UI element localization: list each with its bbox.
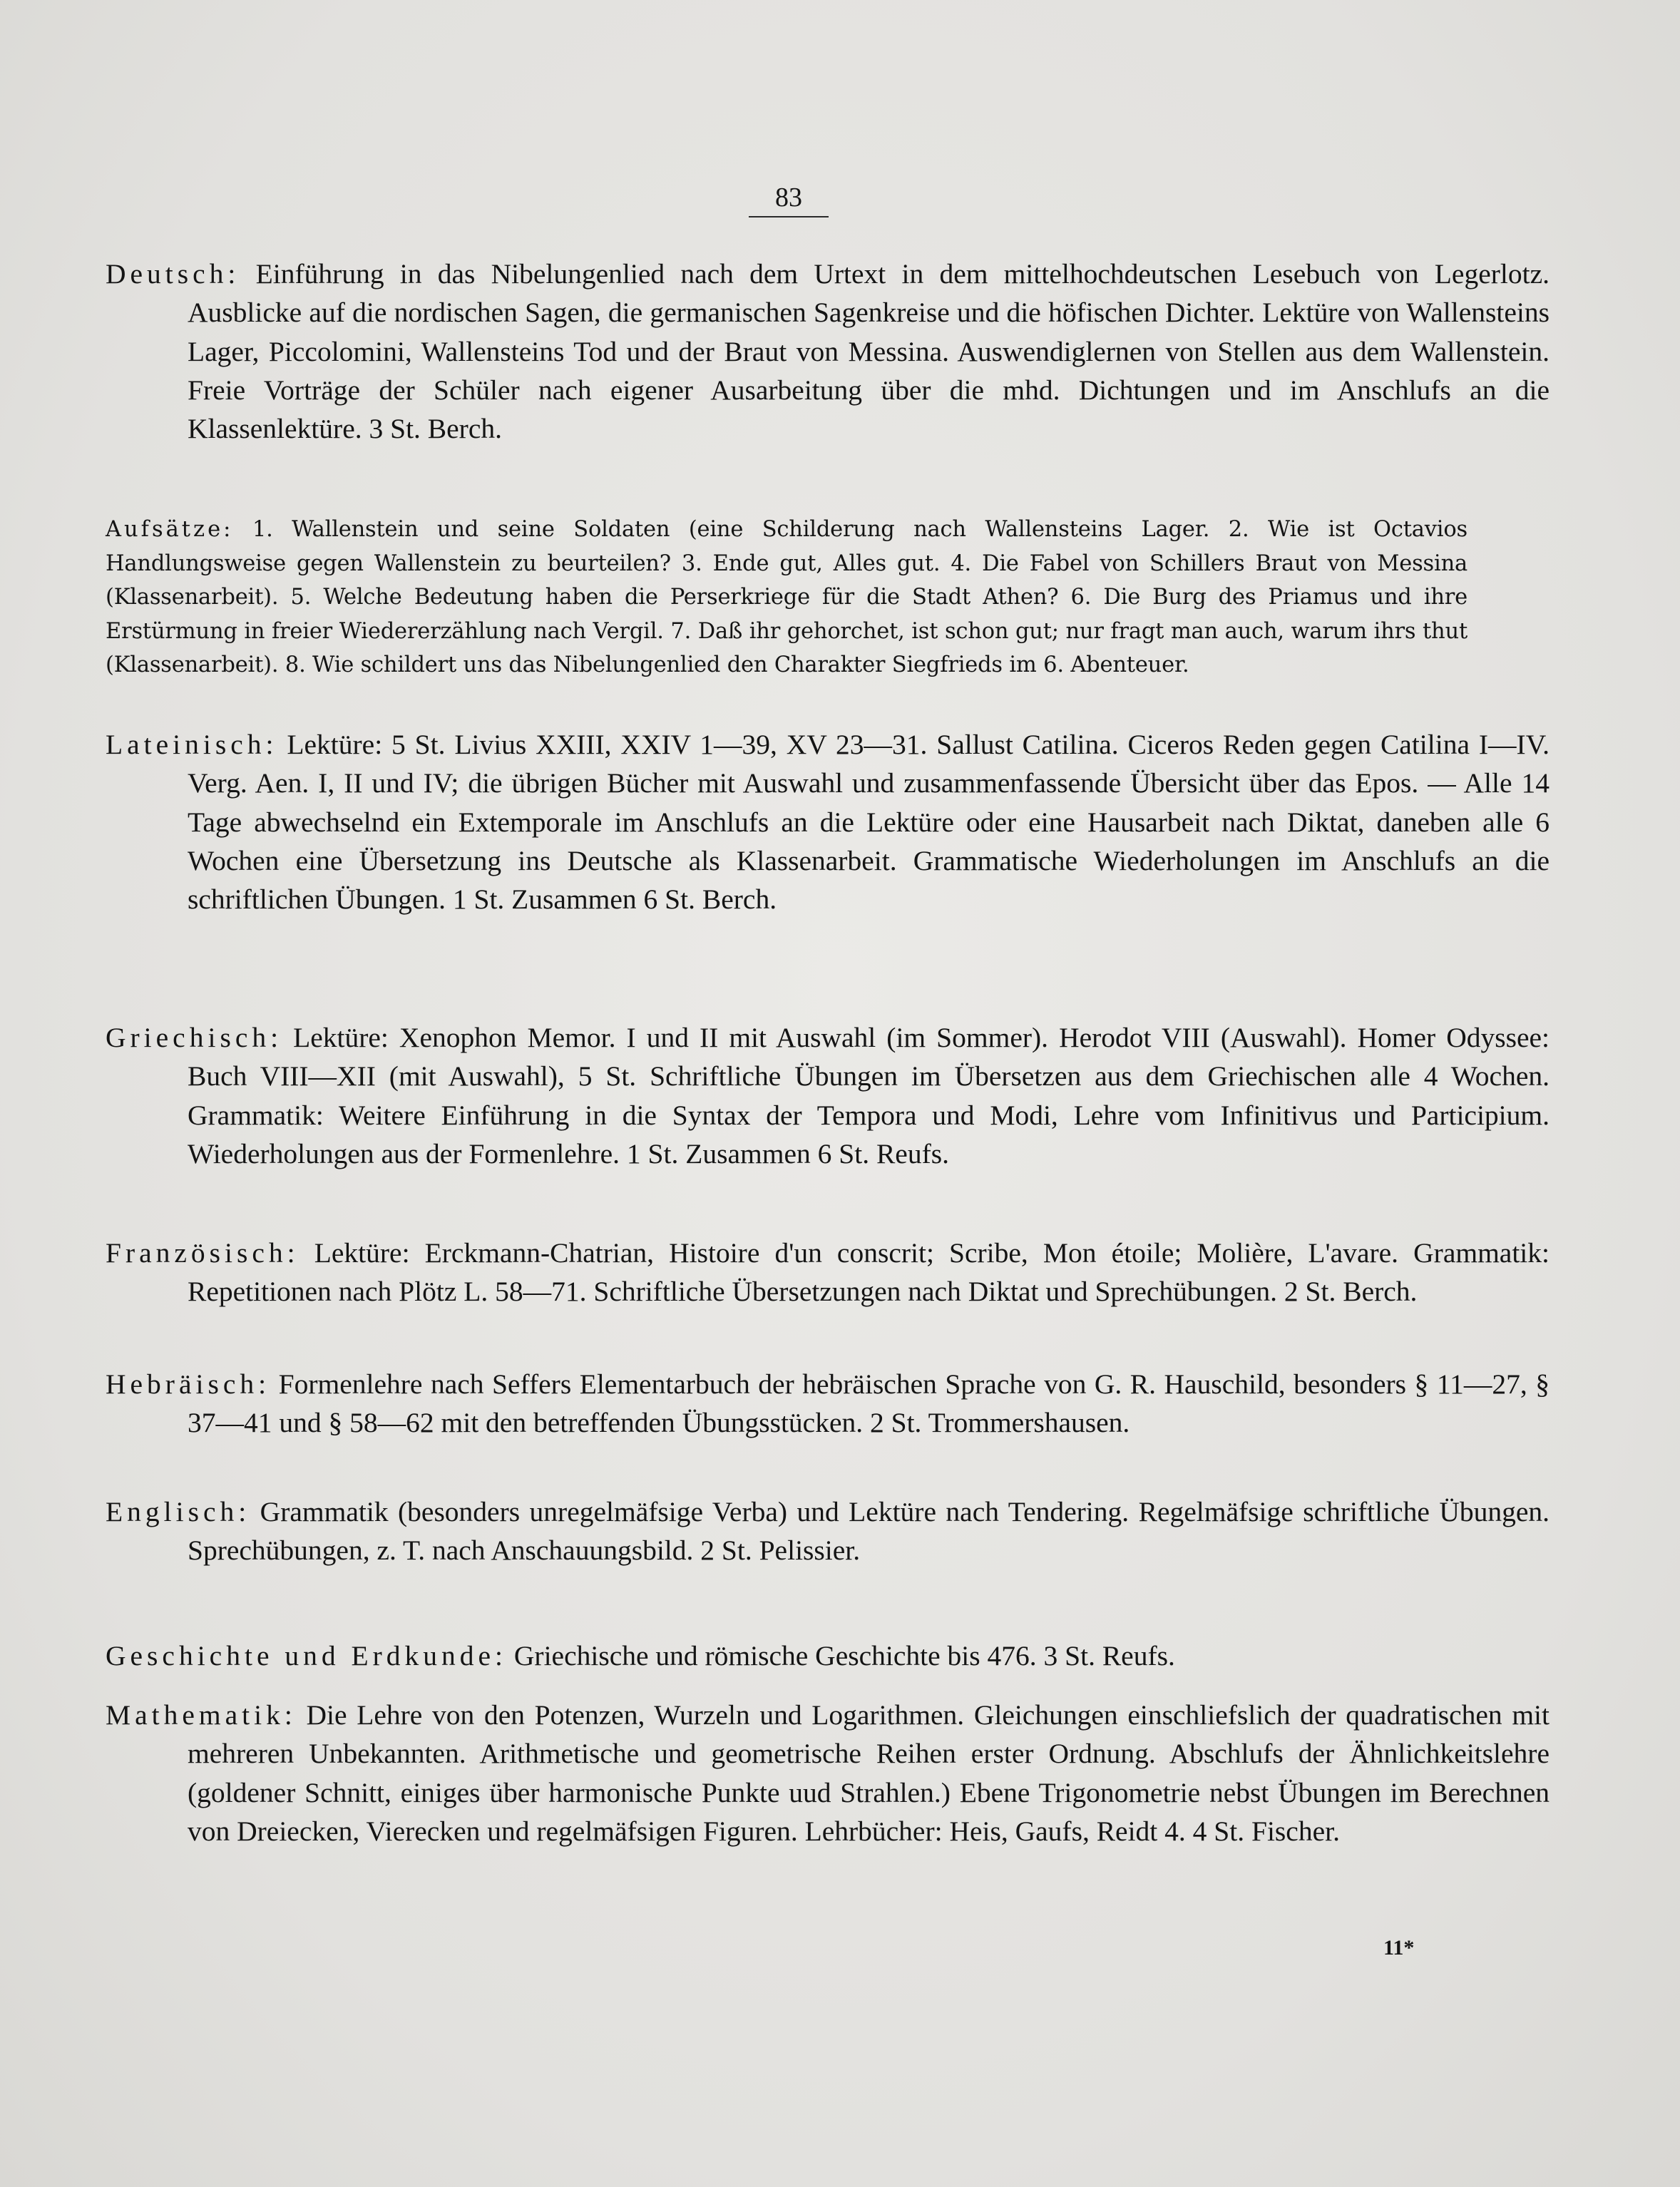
section-heading: Geschichte und Erdkunde: (106, 1640, 508, 1671)
section-text: Lektüre: Xenophon Memor. I und II mit Auswahl (im Sommer). Herodot VIII (Auswahl). Homer Odyssee: Buch VIII—XII (mit Auswahl), 5 St. Schriftliche Übungen im Übersetzen aus dem Griechischen alle 4 Wochen. Grammatik: Weitere Einführung in die Syntax der Tempora und Modi, Lehre vom Infinitivus und Participium. Wiederholungen aus der Formenlehre. 1 St. Zusammen 6 St. Reufs. (188, 1022, 1550, 1169)
section-mathematik (106, 1696, 1550, 1850)
section-text: Lektüre: Erckmann-Chatrian, Histoire d'un conscrit; Scribe, Mon étoile; Molière, L'avare. Grammatik: Repetitionen nach Plötz L. 58—71. Schriftliche Übersetzungen nach Diktat und Sprechübungen. 2 St. Berch. (188, 1237, 1550, 1308)
section-text: Die Lehre von den Potenzen, Wurzeln und Logarithmen. Gleichungen einschliefslich der quadratischen mit mehreren Unbekannten. Arithmetische und geometrische Reihen erster Ordnung. Abschlufs der Ähnlichkeitslehre (goldener Schnitt, einiges über harmonische Punkte uud Strahlen.) Ebene Trigonometrie nebst Übungen im Berechnen von Dreiecken, Vierecken und regelmäfsigen Figuren. Lehrbücher: Heis, Gaufs, Reidt 4. 4 St. Fischer. (188, 1699, 1550, 1847)
section-franzoesisch (106, 1234, 1550, 1311)
section-hebraeisch (106, 1365, 1550, 1443)
section-text: Griechische und römische Geschichte bis 476. 3 St. Reufs. (513, 1640, 1175, 1671)
section-heading: Mathematik: (106, 1699, 297, 1731)
section-aufsaetze (106, 513, 1468, 682)
page-number: 83 (749, 182, 829, 217)
section-deutsch (106, 255, 1550, 448)
section-heading: Englisch: (106, 1496, 251, 1527)
signature-mark: 11* (1383, 1936, 1415, 1960)
section-heading: Französisch: (106, 1237, 299, 1269)
section-englisch (106, 1492, 1550, 1570)
section-text: Einführung in das Nibelungenlied nach dem Urtext in dem mittelhochdeutschen Lesebuch von Legerlotz. Ausblicke auf die nordischen Sagen, die germanischen Sagenkreise und die höfischen Dichter. Lektüre von Wallensteins Lager, Piccolomini, Wallensteins Tod und der Braut von Messina. Auswendiglernen von Stellen aus dem Wallenstein. Freie Vorträge der Schüler nach eigener Ausarbeitung über die mhd. Dichtungen und im Anschlufs an die Klassenlektüre. 3 St. Berch. (188, 258, 1550, 445)
section-lateinisch (106, 725, 1550, 918)
section-text: Lektüre: 5 St. Livius XXIII, XXIV 1—39, XV 23—31. Sallust Catilina. Ciceros Reden gegen Catilina I—IV. Verg. Aen. I, II und IV; die übrigen Bücher mit Auswahl und zusammenfassende Übersicht über das Epos. — Alle 14 Tage abwechselnd ein Extemporale im Anschlufs an die Lektüre oder eine Hausarbeit nach Diktat, daneben alle 6 Wochen eine Übersetzung ins Deutsche als Klassenarbeit. Grammatische Wiederholungen im Anschlufs an die schriftlichen Übungen. 1 St. Zusammen 6 St. Berch. (188, 729, 1550, 916)
section-heading: Aufsätze: (106, 517, 234, 542)
section-griechisch (106, 1018, 1550, 1173)
section-heading: Hebräisch: (106, 1368, 271, 1400)
section-heading: Deutsch: (106, 258, 240, 290)
section-text: 1. Wallenstein und seine Soldaten (eine Schilderung nach Wallensteins Lager. 2. Wie ist Octavios Handlungsweise gegen Wallenstein zu beurteilen? 3. Ende gut, Alles gut. 4. Die Fabel von Schillers Braut von Messina (Klassenarbeit). 5. Welche Bedeutung haben die Perserkriege für die Stadt Athen? 6. Die Burg des Priamus und ihre Erstürmung in freier Wiedererzählung nach Vergil. 7. Daß ihr gehorchet, ist schon gut; nur fragt man auch, warum ihrs thut (Klassenarbeit). 8. Wie schildert uns das Nibelungenlied den Charakter Siegfrieds im 6. Abenteuer. (106, 517, 1468, 677)
section-heading: Lateinisch: (106, 729, 278, 760)
section-geschichte (106, 1637, 1550, 1675)
section-text: Grammatik (besonders unregelmäfsige Verba) und Lektüre nach Tendering. Regelmäfsige schriftliche Übungen. Sprechübungen, z. T. nach Anschauungsbild. 2 St. Pelissier. (188, 1496, 1550, 1567)
section-heading: Griechisch: (106, 1022, 283, 1053)
section-text: Formenlehre nach Seffers Elementarbuch der hebräischen Sprache von G. R. Hauschild, besonders § 11—27, § 37—41 und § 58—62 mit den betreffenden Übungsstücken. 2 St. Trommershausen. (188, 1368, 1550, 1439)
